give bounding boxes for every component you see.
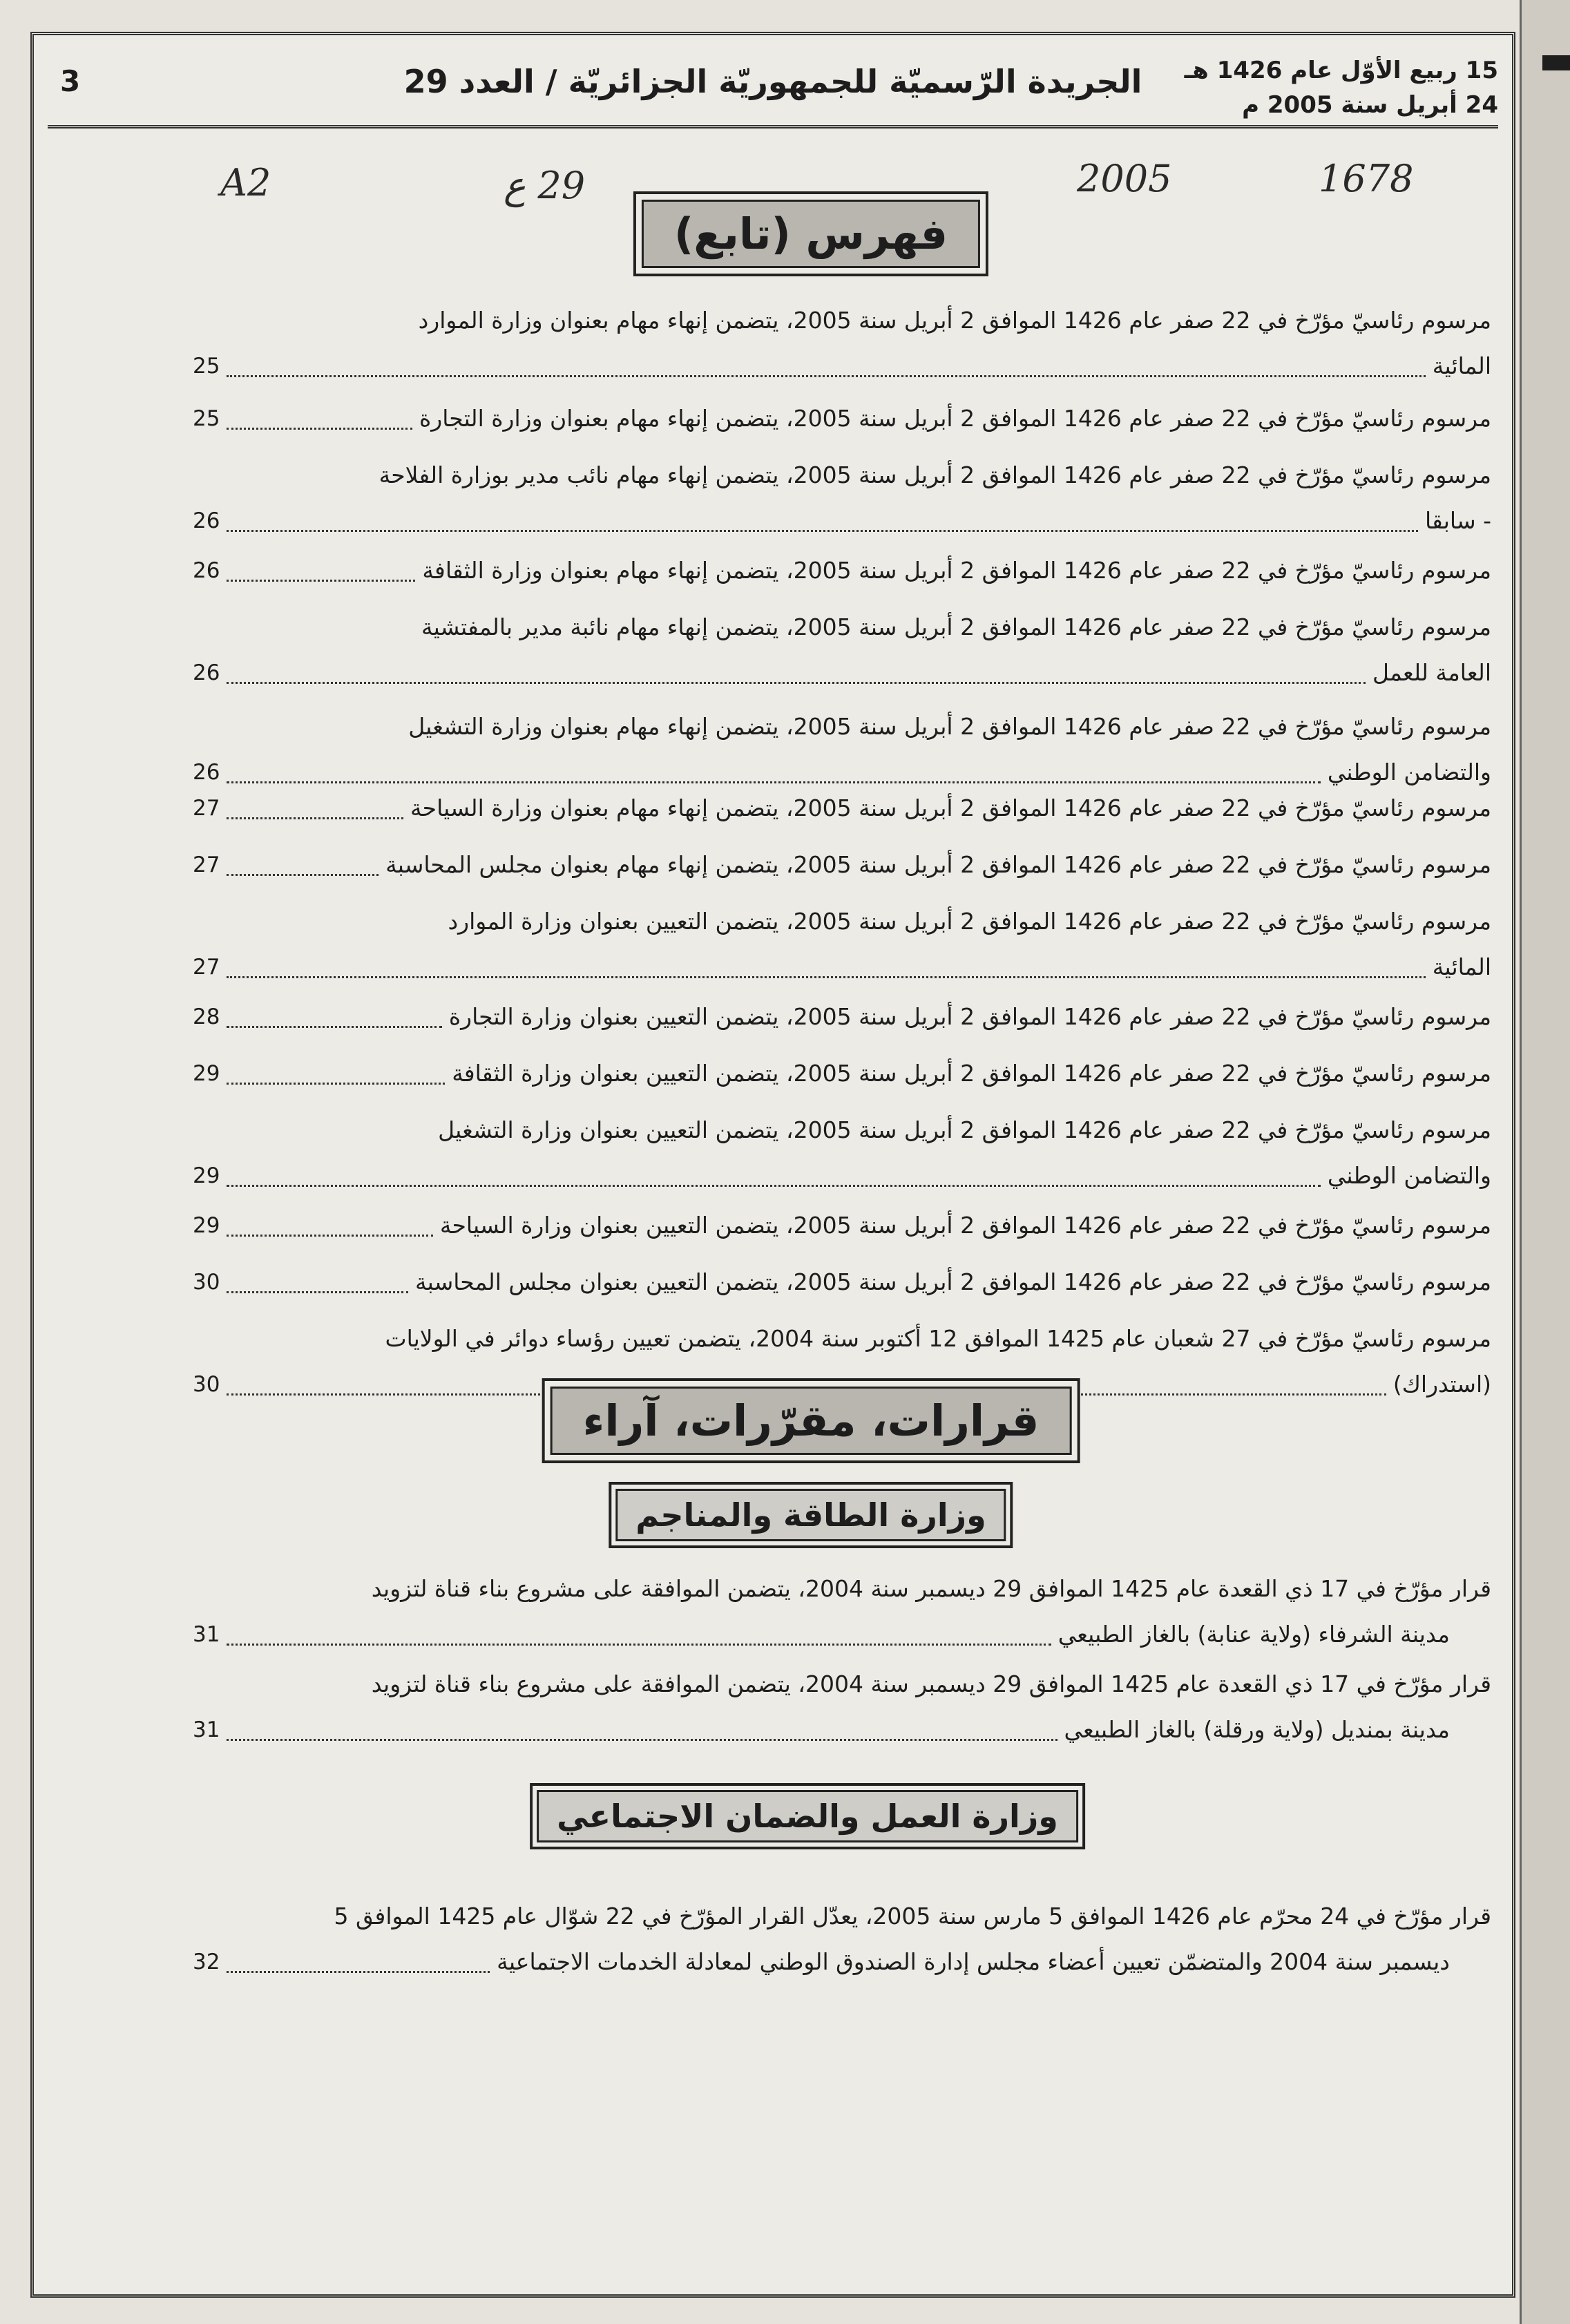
entry-page-number: 26 [193,558,220,583]
entry-text-line: والتضامن الوطني [1327,759,1491,785]
handwritten-note: 29 ع [504,164,586,207]
entry-page-number: 31 [193,1622,220,1647]
dot-leader [227,1739,1057,1741]
entry-text-line: مرسوم رئاسيّ مؤرّخ في 22 صفر عام 1426 الموافق 2 أبريل سنة 2005، يتضمن إنهاء مهام بعنوان وزارة التشغيل [408,713,1491,740]
entry-page-number: 29 [193,1213,220,1238]
handwritten-note: A2 [220,161,271,204]
index-entry [193,994,1491,1040]
index-title-box [633,191,988,276]
entry-page-number: 25 [193,406,220,431]
entry-text-line: مرسوم رئاسيّ مؤرّخ في 22 صفر عام 1426 الموافق 2 أبريل سنة 2005، يتضمن التعيين بعنوان مجلس المحاسبة [414,1268,1491,1295]
page-header [48,49,1498,128]
index-entry [193,1203,1491,1248]
handwritten-note: 2005 [1077,157,1172,200]
entry-page-number: 27 [193,853,220,877]
entry-text-line: مرسوم رئاسيّ مؤرّخ في 22 صفر عام 1426 الموافق 2 أبريل سنة 2005، يتضمن إنهاء مهام بعنوان وزارة الثقافة [422,557,1491,584]
dot-leader [227,530,1418,532]
entry-text-line: المائية [1432,352,1491,379]
dot-leader [227,1185,1321,1187]
entry-text-line: والتضامن الوطني [1327,1162,1491,1189]
entry-page-number: 27 [193,796,220,821]
entry-page-number: 31 [193,1717,220,1742]
dot-leader [227,1644,1051,1646]
entry-text-line: مرسوم رئاسيّ مؤرّخ في 22 صفر عام 1426 الموافق 2 أبريل سنة 2005، يتضمن إنهاء مهام بعنوان وزارة الموارد [418,307,1491,334]
dot-leader [227,375,1426,377]
ministry-energy-title: وزارة الطاقة والمناجم [615,1489,1006,1541]
entry-text-line: العامة للعمل [1372,659,1491,686]
newspaper-page [30,32,1515,2298]
handwritten-note: 1678 [1319,157,1414,200]
ministry-energy-title-box [609,1482,1013,1548]
index-entry [193,453,1491,544]
index-entry [193,704,1491,795]
dot-leader [227,1235,433,1237]
entry-page-number: 25 [193,354,220,379]
index-entry [193,1566,1491,1657]
dot-leader [227,874,379,876]
entry-text-line: (استدراك) [1392,1371,1491,1398]
adjacent-page-edge [1520,0,1570,2324]
index-entry [193,604,1491,696]
entry-page-number: 27 [193,955,220,980]
entry-text-line: مرسوم رئاسيّ مؤرّخ في 22 صفر عام 1426 الموافق 2 أبريل سنة 2005، يتضمن التعيين بعنوان وزارة التجارة [448,1003,1491,1030]
index-entry [193,548,1491,593]
dot-leader [227,580,415,582]
edge-mark [1542,55,1570,70]
entry-text-line: قرار مؤرّخ في 24 محرّم عام 1426 الموافق 5 مارس سنة 2005، يعدّل القرار المؤرّخ في 22 شوّال عام 1425 الموافق 5 [334,1903,1491,1930]
entry-text-line: مرسوم رئاسيّ مؤرّخ في 22 صفر عام 1426 الموافق 2 أبريل سنة 2005، يتضمن إنهاء مهام بعنوان وزارة السياحة [410,794,1491,821]
entry-text-line: المائية [1432,953,1491,980]
dot-leader [227,1083,445,1085]
index-entry [193,1051,1491,1096]
dot-leader [227,1291,408,1293]
entry-text-line: مرسوم رئاسيّ مؤرّخ في 22 صفر عام 1426 الموافق 2 أبريل سنة 2005، يتضمن التعيين بعنوان وزارة التشغيل [438,1116,1491,1143]
index-entry [193,842,1491,888]
entry-page-number: 28 [193,1004,220,1029]
entry-page-number: 29 [193,1163,220,1188]
entry-text-line: مرسوم رئاسيّ مؤرّخ في 22 صفر عام 1426 الموافق 2 أبريل سنة 2005، يتضمن إنهاء مهام بعنوان وزارة التجارة [419,405,1491,432]
dot-leader [227,682,1366,684]
ministry-labor-title: وزارة العمل والضمان الاجتماعي [537,1790,1078,1842]
ministry-labor-title-box [530,1783,1085,1849]
dot-leader [227,976,1426,978]
journal-title: الجريدة الرّسميّة للجمهوريّة الجزائريّة / العدد 29 [403,63,1142,100]
index-entry [193,1661,1491,1753]
index-entry [193,298,1491,389]
entry-text-line: مرسوم رئاسيّ مؤرّخ في 22 صفر عام 1426 الموافق 2 أبريل سنة 2005، يتضمن إنهاء مهام نائب مدير بوزارة الفلاحة [379,461,1491,488]
entry-text-line: مرسوم رئاسيّ مؤرّخ في 22 صفر عام 1426 الموافق 2 أبريل سنة 2005، يتضمن إنهاء مهام نائبة مدير بالمفتشية [421,613,1491,640]
entry-text-line: - سابقا [1424,507,1491,534]
index-entry [193,396,1491,441]
entry-page-number: 26 [193,760,220,785]
entry-page-number: 32 [193,1950,220,1974]
entry-text-line: مدينة بمنديل (ولاية ورقلة) بالغاز الطبيعي [1064,1716,1450,1743]
dot-leader [227,428,412,430]
dot-leader [227,1971,490,1973]
entry-text-line: مرسوم رئاسيّ مؤرّخ في 27 شعبان عام 1425 الموافق 12 أكتوبر سنة 2004، يتضمن تعيين رؤساء دوائر في الولايات [385,1325,1491,1352]
entry-text-line: مدينة الشرفاء (ولاية عنابة) بالغاز الطبيعي [1057,1621,1450,1648]
index-title: فهرس (تابع) [642,200,980,268]
entry-text-line: قرار مؤرّخ في 17 ذي القعدة عام 1425 الموافق 29 ديسمبر سنة 2004، يتضمن الموافقة على مشروع بناء قناة لتزويد [371,1575,1491,1602]
entry-text-line: قرار مؤرّخ في 17 ذي القعدة عام 1425 الموافق 29 ديسمبر سنة 2004، يتضمن الموافقة على مشروع بناء قناة لتزويد [371,1670,1491,1697]
index-entry [193,899,1491,990]
hijri-date: 15 ربيع الأوّل عام 1426 هـ [1184,57,1498,84]
entry-page-number: 29 [193,1061,220,1086]
dot-leader [227,1026,442,1028]
index-entry [193,785,1491,831]
index-entry [193,1107,1491,1199]
section-title-box [542,1378,1080,1463]
entry-page-number: 26 [193,660,220,685]
dot-leader [227,817,403,819]
page-number: 3 [60,64,81,98]
entry-text-line: ديسمبر سنة 2004 والمتضمّن تعيين أعضاء مجلس إدارة الصندوق الوطني لمعادلة الخدمات الاجتماعية [497,1948,1450,1975]
dot-leader [227,781,1321,783]
entry-text-line: مرسوم رئاسيّ مؤرّخ في 22 صفر عام 1426 الموافق 2 أبريل سنة 2005، يتضمن إنهاء مهام بعنوان مجلس المحاسبة [385,851,1491,878]
entry-page-number: 30 [193,1270,220,1295]
section-title: قرارات، مقرّرات، آراء [551,1387,1072,1455]
entry-page-number: 26 [193,508,220,533]
entry-text-line: مرسوم رئاسيّ مؤرّخ في 22 صفر عام 1426 الموافق 2 أبريل سنة 2005، يتضمن التعيين بعنوان وزارة الموارد [448,908,1491,935]
index-entry [193,1259,1491,1305]
entry-page-number: 30 [193,1372,220,1397]
entry-text-line: مرسوم رئاسيّ مؤرّخ في 22 صفر عام 1426 الموافق 2 أبريل سنة 2005، يتضمن التعيين بعنوان وزارة الثقافة [452,1060,1491,1087]
entry-text-line: مرسوم رئاسيّ مؤرّخ في 22 صفر عام 1426 الموافق 2 أبريل سنة 2005، يتضمن التعيين بعنوان وزارة السياحة [439,1212,1491,1239]
gregorian-date: 24 أبريل سنة 2005 م [1242,91,1498,119]
index-entry [193,1894,1491,1985]
